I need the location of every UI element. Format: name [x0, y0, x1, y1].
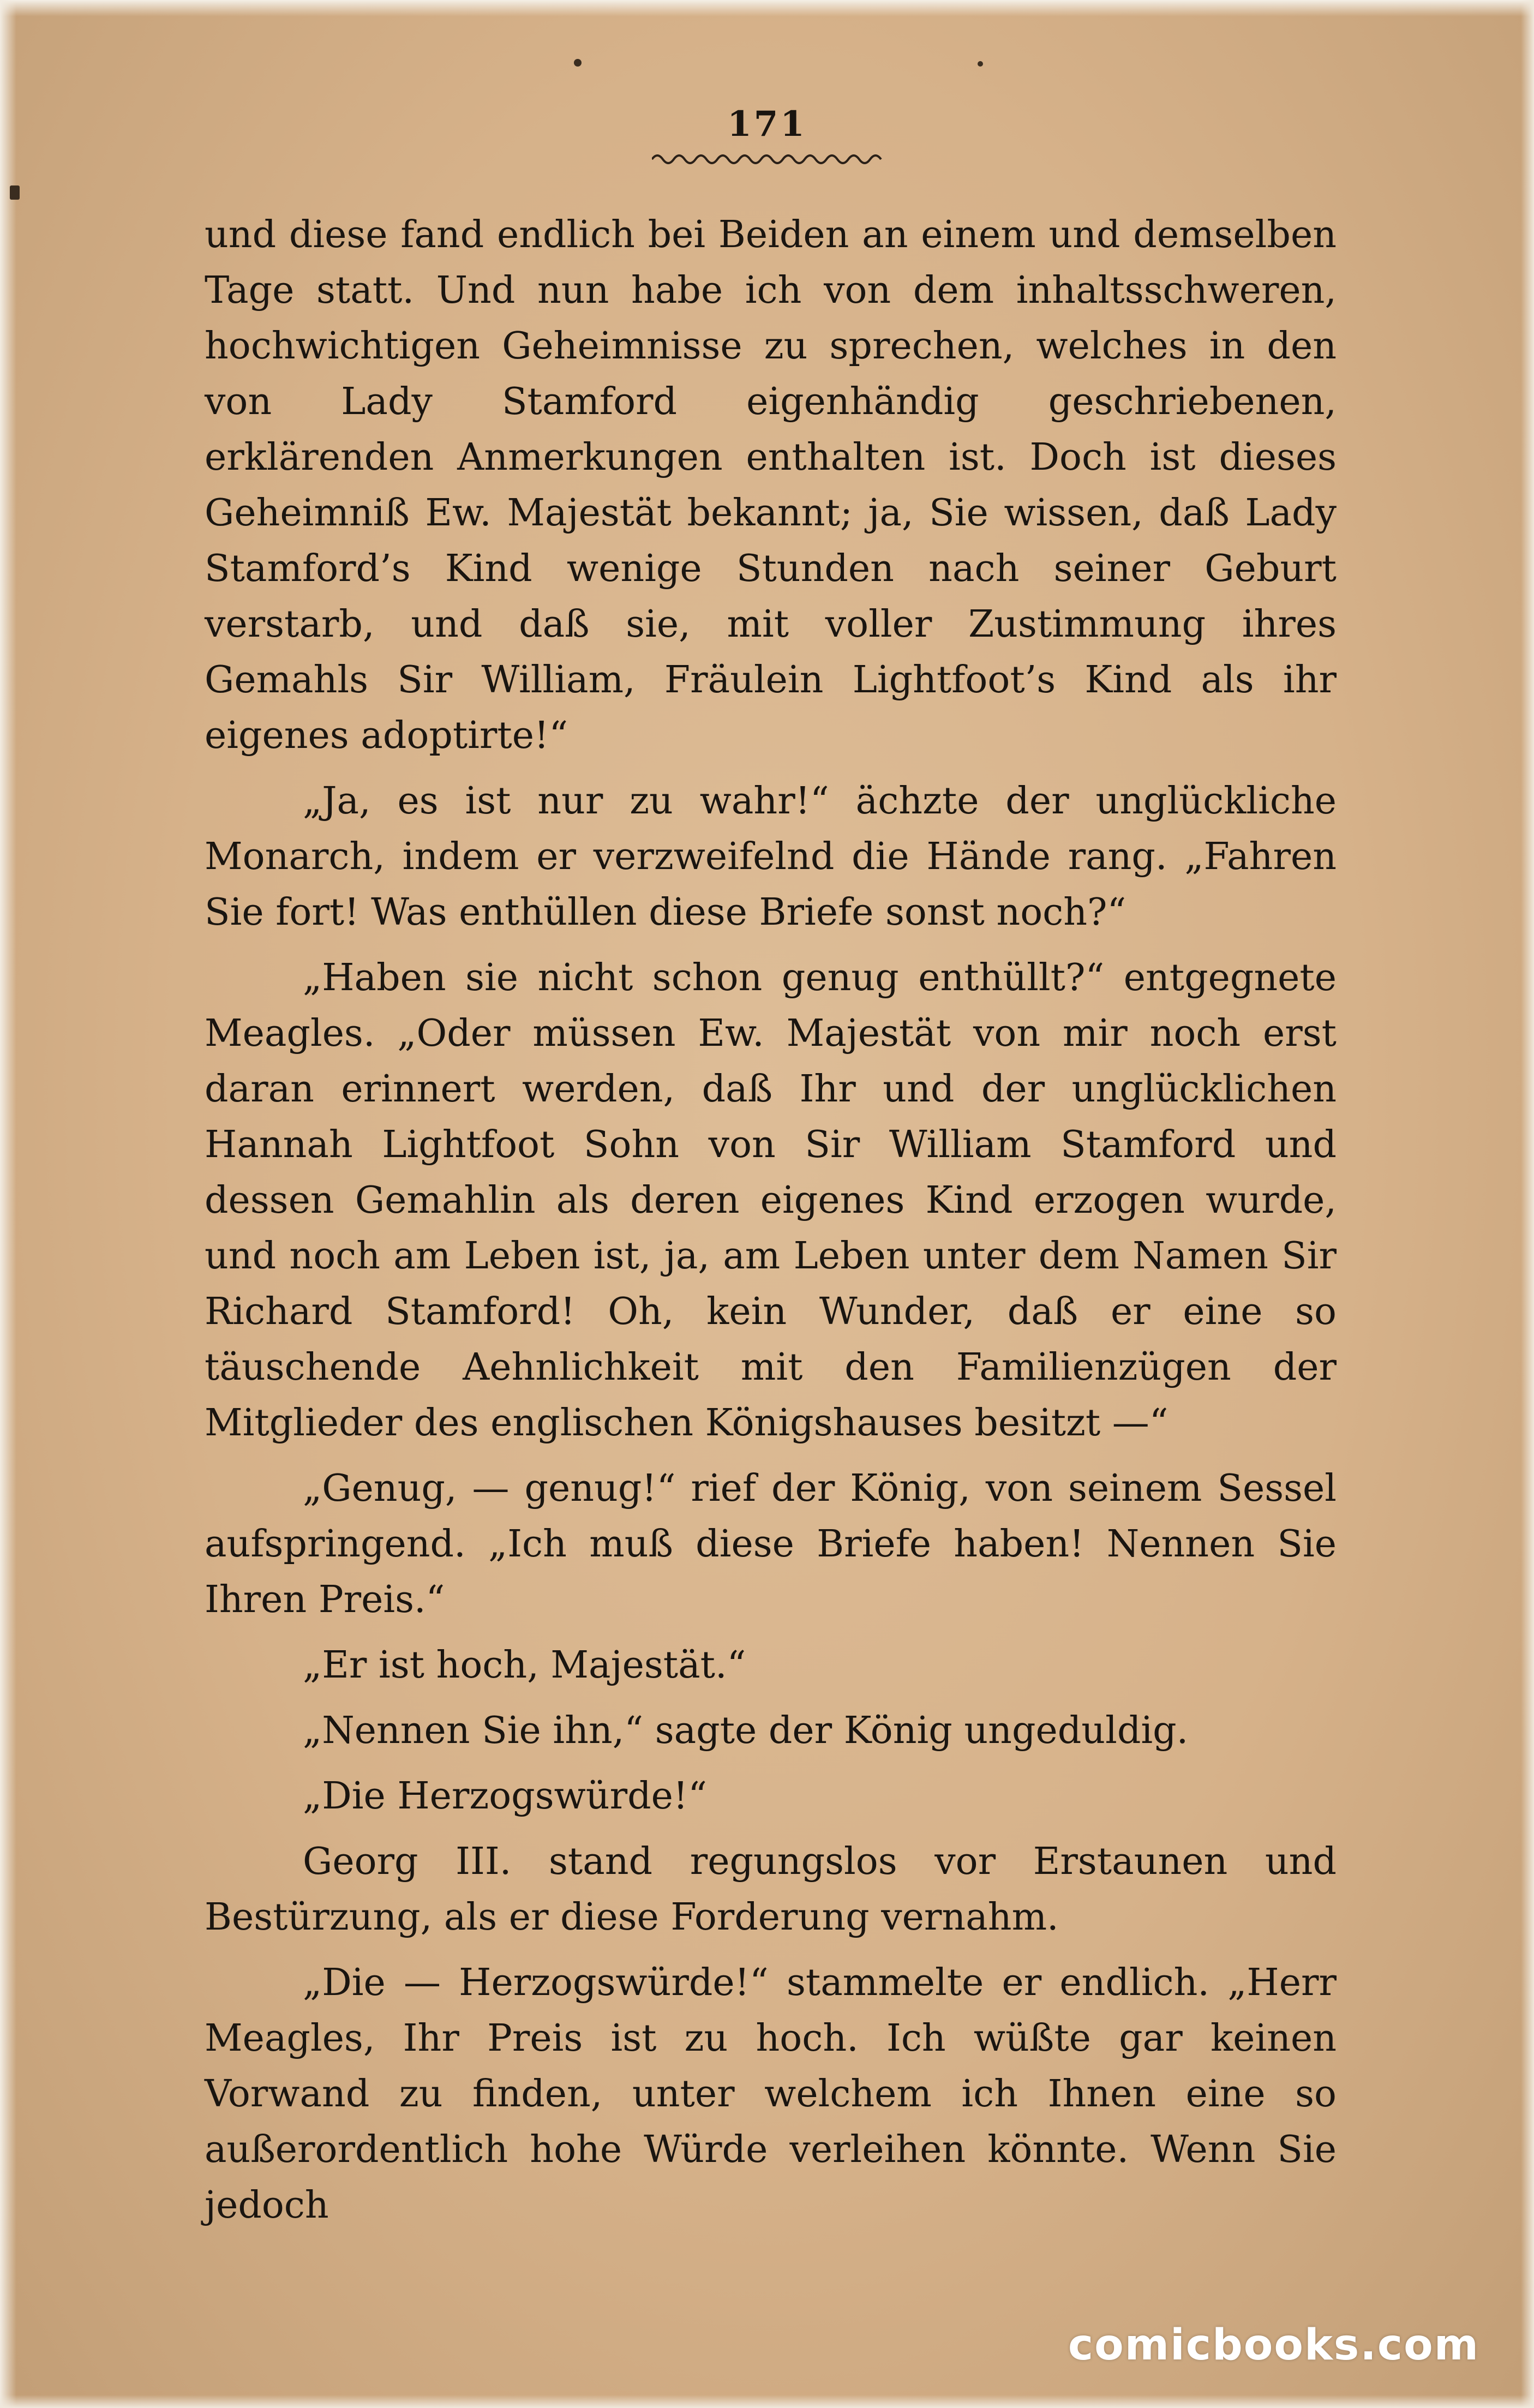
wavy-rule-ornament	[652, 148, 886, 167]
paragraph: „Genug, — genug!“ rief der König, von seinem Sessel aufspringend. „Ich muß diese Briefe haben! Nennen Sie Ihren Preis.“	[205, 1467, 1337, 1621]
page-edge	[0, 2395, 1534, 2408]
watermark-logo: comicbooks.com	[1068, 2321, 1479, 2370]
body-text	[205, 207, 1337, 2233]
paragraph: „Die Herzogswürde!“	[303, 1775, 707, 1818]
paragraph: „Haben sie nicht schon genug enthüllt?“ entgegnete Meagles. „Oder müssen Ew. Majestät von mir noch erst daran erinnert werden, daß Ihr und der unglücklichen Hannah Lightfoot Sohn von Sir William Stamford und dessen Gemahlin als deren eigenes Kind erzogen wurde, und noch am Leben ist, ja, am Leben unter dem Namen Sir Richard Stamford! Oh, kein Wunder, daß er eine so täuschende Aehnlichkeit mit den Familienzügen der Mitglieder des englischen Königshauses besitzt —“	[205, 956, 1337, 1445]
paragraph: „Er ist hoch, Majestät.“	[303, 1644, 746, 1687]
page-edge	[0, 0, 1534, 16]
paragraph: Georg III. stand regungslos vor Erstaunen und Bestürzung, als er diese Forderung vernahm.	[205, 1840, 1337, 1939]
paragraph: „Nennen Sie ihn,“ sagte der König ungeduldig.	[303, 1709, 1189, 1752]
page-number: 171	[727, 104, 807, 145]
paragraph: und diese fand endlich bei Beiden an einem und demselben Tage statt. Und nun habe ich von dem inhaltsschweren, hochwichtigen Geheimnisse zu sprechen, welches in den von Lady Stamford eigenhändig geschriebenen, erklärenden Anmerkungen enthalten ist. Doch ist dieses Geheimniß Ew. Majestät bekannt; ja, Sie wissen, daß Lady Stamford’s Kind wenige Stunden nach seiner Geburt verstarb, und daß sie, mit voller Zustimmung ihres Gemahls Sir William, Fräulein Lightfoot’s Kind als ihr eigenes adoptirte!“	[205, 213, 1337, 757]
ink-speck	[978, 61, 983, 67]
page-edge	[1521, 0, 1534, 2408]
page-edge	[0, 0, 16, 2408]
paragraph: „Die — Herzogswürde!“ stammelte er endlich. „Herr Meagles, Ihr Preis ist zu hoch. Ich wüßte gar keinen Vorwand zu finden, unter welchem ich Ihnen eine so außerordentlich hohe Würde verleihen könnte. Wenn Sie jedoch	[205, 1961, 1337, 2227]
ink-speck	[574, 59, 582, 67]
ink-speck	[10, 185, 20, 200]
paragraph: „Ja, es ist nur zu wahr!“ ächzte der unglückliche Monarch, indem er verzweifelnd die Hände rang. „Fahren Sie fort! Was enthüllen diese Briefe sonst noch?“	[205, 780, 1337, 934]
